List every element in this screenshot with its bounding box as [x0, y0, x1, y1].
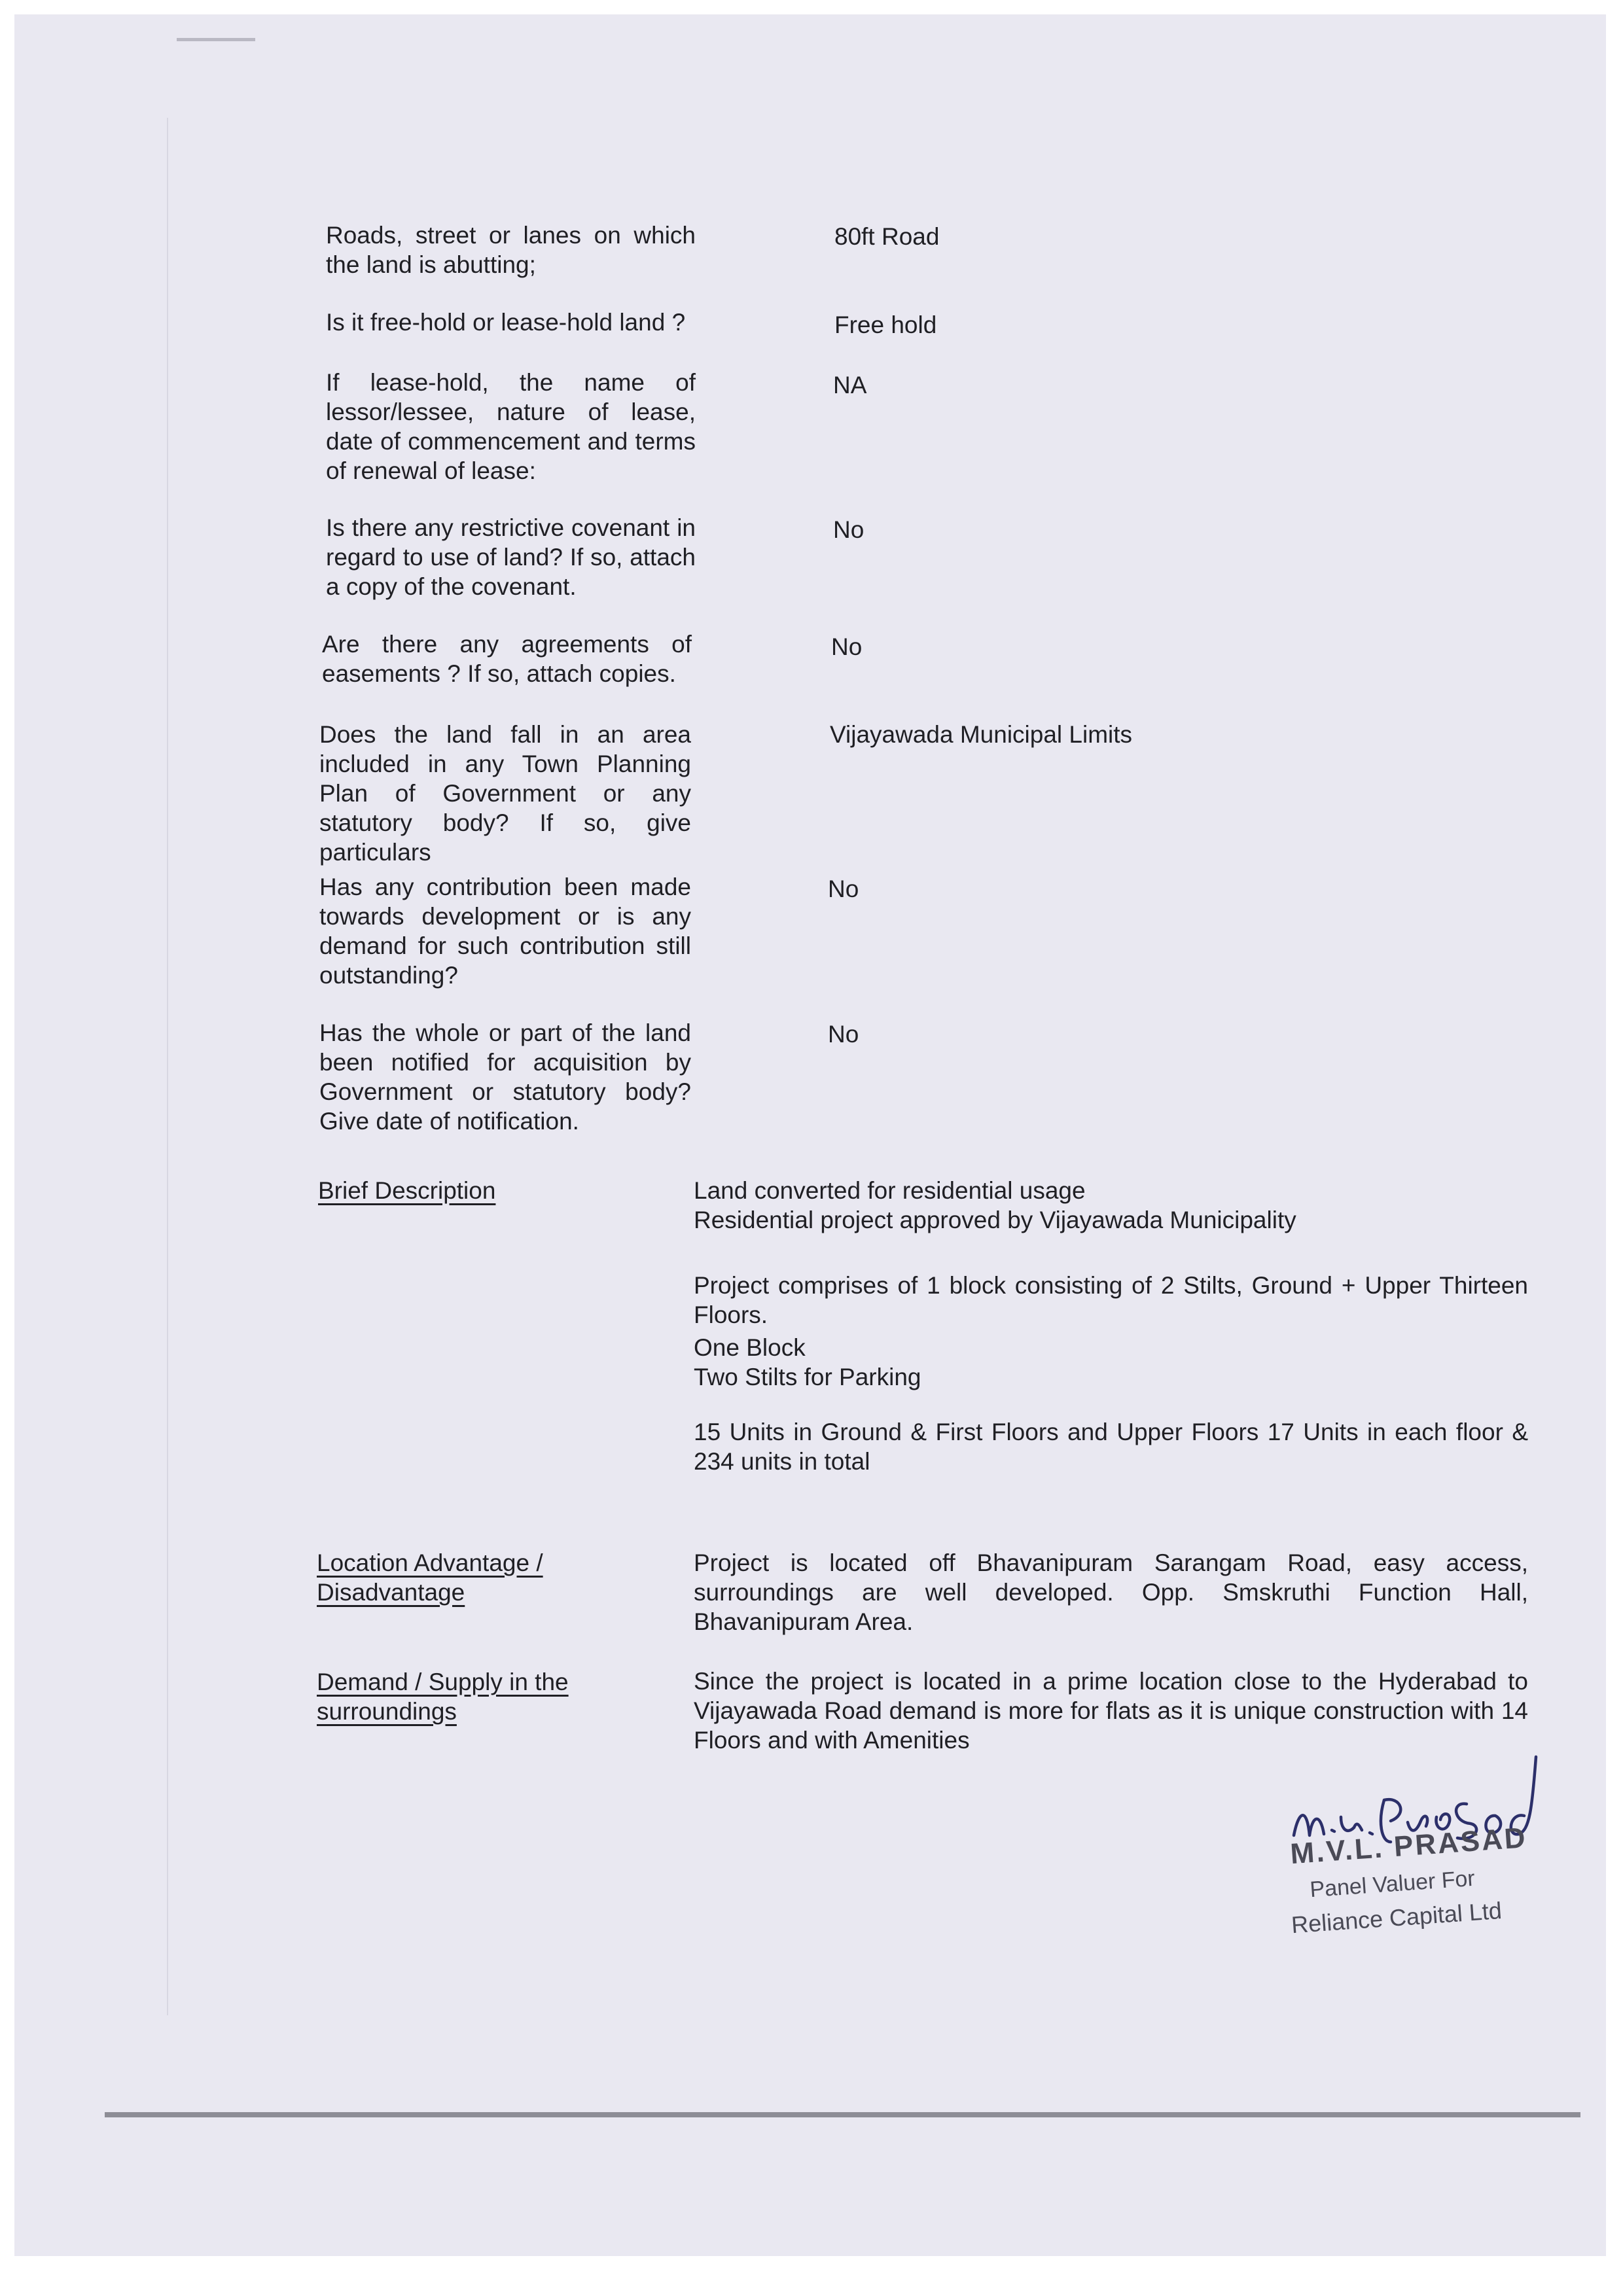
brief-line-land: Land converted for residential usage	[694, 1177, 1086, 1204]
question-town-planning-clip	[319, 720, 692, 866]
location-text: Project is located off Bhavanipuram Sarangam Road, easy access, surroundings are well developed. Opp. Smskruthi Function Hall, Bhavanipuram Area.	[694, 1549, 1528, 1635]
question-easements: Are there any agreements of easements ? If so, attach copies.	[322, 631, 692, 687]
brief-line-stilts: Two Stilts for Parking	[694, 1364, 921, 1390]
question-lease: If lease-hold, the name of lessor/lessee, nature of lease, date of commencement and terms of renewal of lease:	[326, 369, 696, 484]
brief-line-block: One Block	[694, 1334, 806, 1361]
question-roads: Roads, street or lanes on which the land is abutting;	[326, 222, 696, 278]
answer-tenure: Free hold	[834, 311, 937, 338]
stamp-role: Panel Valuer For	[1309, 1865, 1476, 1903]
brief-para-units: 15 Units in Ground & First Floors and Upper Floors 17 Units in each floor & 234 units in total	[694, 1419, 1528, 1475]
margin-line	[167, 118, 168, 2015]
question-covenant: Is there any restrictive covenant in regard to use of land? If so, attach a copy of the covenant.	[326, 514, 696, 600]
brief-para-project: Project comprises of 1 block consisting of 2 Stilts, Ground + Upper Thirteen Floors.	[694, 1272, 1528, 1328]
answer-town-planning: Vijayawada Municipal Limits	[830, 721, 1133, 748]
location-heading-line1: Location Advantage /	[317, 1549, 543, 1576]
answer-acquisition: No	[828, 1021, 859, 1048]
bottom-rule	[105, 2112, 1580, 2117]
stamp-name: M.V.L. PRASAD	[1289, 1822, 1529, 1871]
answer-lease: NA	[833, 372, 867, 398]
brief-description-heading: Brief Description	[318, 1177, 496, 1204]
demand-text: Since the project is located in a prime location close to the Hyderabad to Vijayawada Road demand is more for flats as it is unique construction with 14 Floors and with Amenities	[694, 1668, 1528, 1754]
demand-heading-line2: surroundings	[317, 1698, 457, 1725]
question-acquisition: Has the whole or part of the land been notified for acquisition by Government or statutory body? Give date of notification.	[319, 1019, 691, 1135]
question-town-planning: Does the land fall in an area included in any Town Planning Plan of Government or any statutory body? If so, give particulars	[319, 721, 691, 866]
answer-roads: 80ft Road	[834, 223, 940, 250]
question-tenure: Is it free-hold or lease-hold land ?	[326, 309, 686, 336]
valuer-stamp	[1283, 1821, 1539, 1956]
question-contribution: Has any contribution been made towards development or is any demand for such contribution still outstanding?	[319, 874, 691, 989]
answer-easements: No	[831, 633, 863, 660]
stamp-company: Reliance Capital Ltd	[1290, 1896, 1503, 1939]
brief-line-approval: Residential project approved by Vijayawada Municipality	[694, 1207, 1296, 1233]
scan-artifact	[177, 38, 255, 41]
answer-covenant: No	[833, 516, 865, 543]
location-heading-line2: Disadvantage	[317, 1579, 465, 1606]
demand-heading-line1: Demand / Supply in the	[317, 1669, 569, 1695]
answer-contribution: No	[828, 875, 859, 902]
